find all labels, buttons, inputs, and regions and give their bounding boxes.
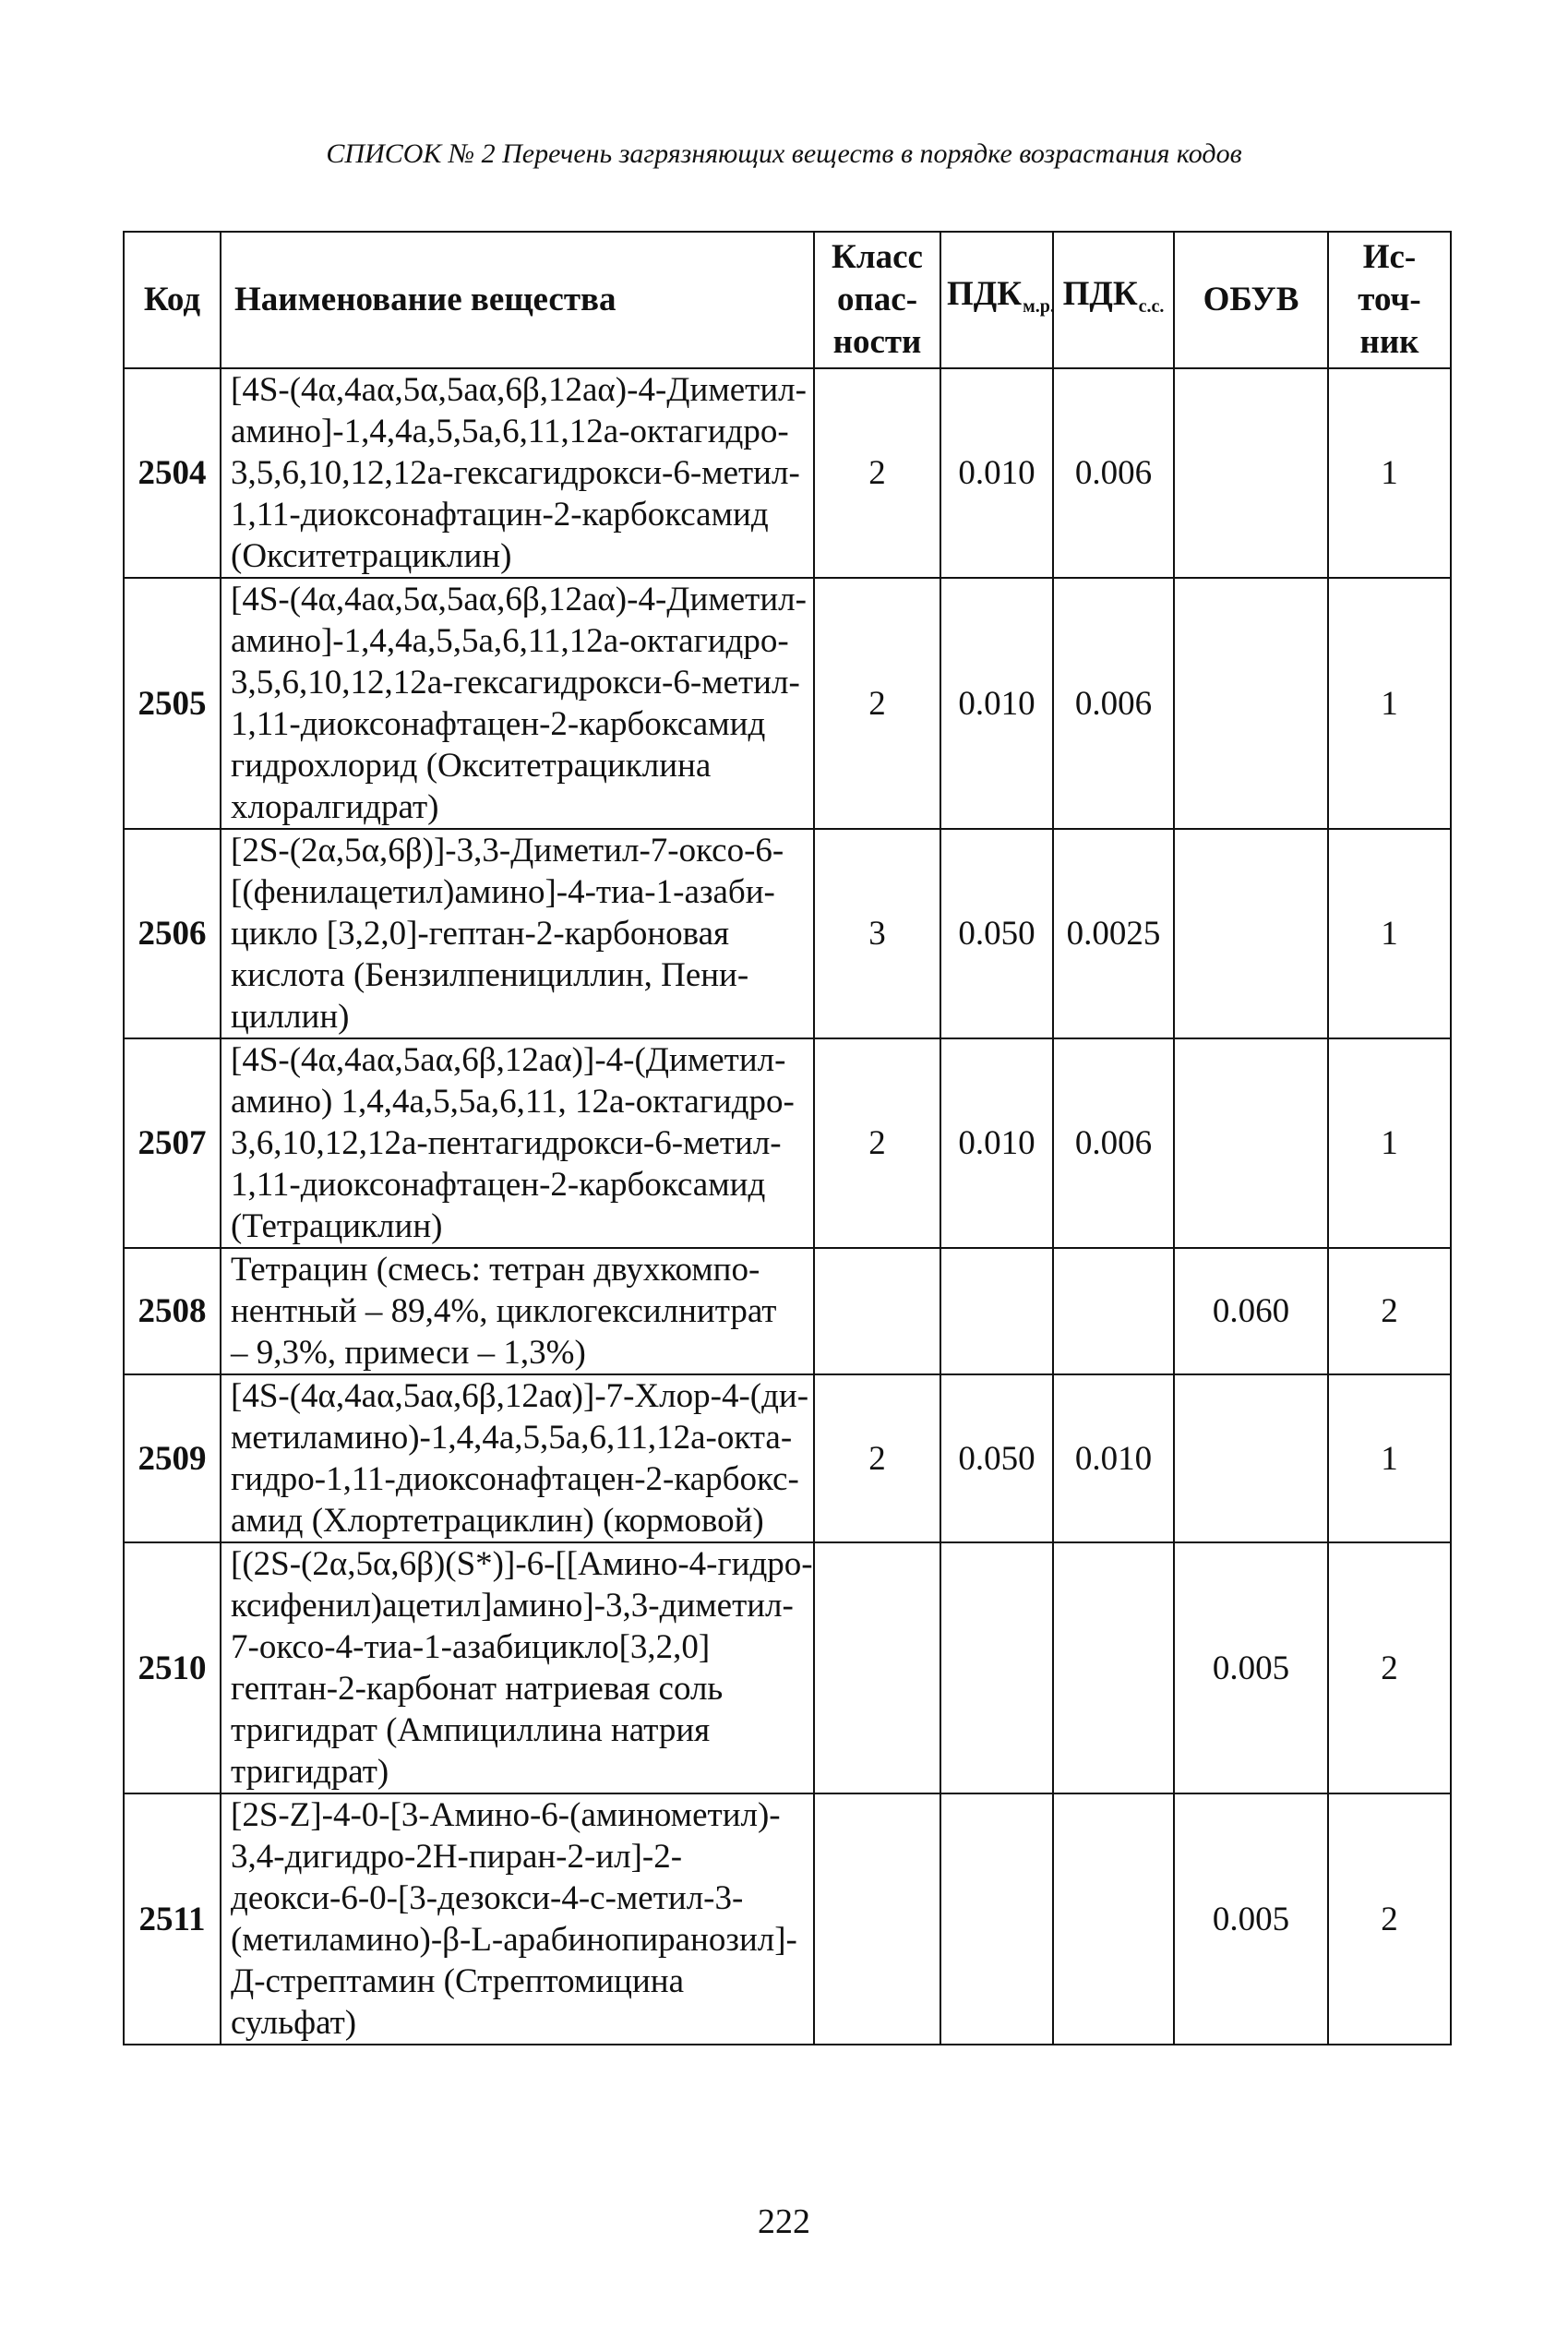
cell-pdk-ss	[1053, 1542, 1174, 1793]
name-line: гидрохлорид (Окситетрациклина	[231, 747, 712, 785]
cell-source: 1	[1328, 368, 1451, 578]
name-line: циллин)	[231, 998, 350, 1036]
name-line: [2S-(2α,5α,6β)]-3,3-Диметил-7-оксо-6-	[231, 832, 784, 870]
name-line: метиламино)-1,4,4a,5,5a,6,11,12a-окта-	[231, 1419, 793, 1457]
cell-obuv: 0.005	[1174, 1793, 1328, 2045]
cell-obuv	[1174, 1038, 1328, 1248]
name-line: (Окситетрациклин)	[231, 537, 512, 575]
cell-name	[221, 1374, 814, 1542]
name-line: Д-стрептамин (Стрептомицина	[231, 1962, 685, 2000]
cell-hazard-class: 3	[814, 829, 940, 1038]
name-line: ксифенил)ацетил]амино]-3,3-диметил-	[231, 1587, 794, 1625]
name-line: Тетрацин (смесь: тетран двухкомпо-	[231, 1251, 760, 1289]
name-line: [4S-(4α,4aα,5aα,6β,12aα)]-4-(Диметил-	[231, 1041, 786, 1079]
page-number: 222	[758, 2202, 810, 2241]
cell-pdk-mr: 0.010	[940, 578, 1053, 829]
name-line: 1,11-диоксонафтацин-2-карбоксамид	[231, 496, 769, 534]
cell-obuv	[1174, 829, 1328, 1038]
name-line: амид (Хлортетрациклин) (кормовой)	[231, 1502, 764, 1540]
cell-pdk-mr: 0.050	[940, 829, 1053, 1038]
cell-code: 2509	[124, 1374, 221, 1542]
name-line: 1,11-диоксонафтацен-2-карбоксамид	[231, 705, 766, 743]
cell-obuv: 0.005	[1174, 1542, 1328, 1793]
cell-pdk-mr	[940, 1793, 1053, 2045]
cell-code: 2506	[124, 829, 221, 1038]
cell-hazard-class: 2	[814, 368, 940, 578]
list-title: Перечень загрязняющих веществ в порядке возрастания кодов	[502, 138, 1242, 169]
cell-name	[221, 1542, 814, 1793]
name-line: 3,4-дигидро-2Н-пиран-2-ил]-2-	[231, 1838, 683, 1876]
name-line: (Тетрациклин)	[231, 1207, 443, 1245]
cell-obuv	[1174, 1374, 1328, 1542]
name-line: тригидрат (Ампициллина натрия	[231, 1711, 711, 1749]
col-header-pdk-mr: $ПДК_{м.р.}$	[940, 232, 1053, 368]
name-line: сульфат)	[231, 2004, 357, 2042]
cell-pdk-ss: 0.0025	[1053, 829, 1174, 1038]
name-line: 3,5,6,10,12,12a-гексагидрокси-6-метил-	[231, 454, 800, 492]
cell-name	[221, 829, 814, 1038]
table-row	[124, 368, 1451, 578]
name-line: [(2S-(2α,5α,6β)(S*)]-6-[[Амино-4-гидро-	[231, 1545, 813, 1583]
cell-hazard-class	[814, 1248, 940, 1374]
name-line: гидро-1,11-диоксонафтацен-2-карбокс-	[231, 1460, 799, 1498]
substances-table	[123, 231, 1452, 2045]
name-line: кислота (Бензилпенициллин, Пени-	[231, 956, 749, 994]
cell-source: 1	[1328, 578, 1451, 829]
cell-name	[221, 1793, 814, 2045]
table-row	[124, 1793, 1451, 2045]
cell-code: 2511	[124, 1793, 221, 2045]
cell-code: 2505	[124, 578, 221, 829]
name-line: – 9,3%, примеси – 1,3%)	[231, 1334, 586, 1372]
cell-hazard-class: 2	[814, 1374, 940, 1542]
cell-source: 1	[1328, 1038, 1451, 1248]
table-row	[124, 1542, 1451, 1793]
name-line: амино]-1,4,4a,5,5a,6,11,12a-октагидро-	[231, 413, 789, 450]
cell-source: 1	[1328, 829, 1451, 1038]
cell-pdk-mr	[940, 1542, 1053, 1793]
cell-hazard-class	[814, 1542, 940, 1793]
name-line: [4S-(4α,4aα,5α,5aα,6β,12aα)-4-Диметил-	[231, 371, 807, 409]
table-row	[124, 1038, 1451, 1248]
name-line: нентный – 89,4%, циклогексилнитрат	[231, 1292, 777, 1330]
cell-name	[221, 1248, 814, 1374]
cell-obuv	[1174, 368, 1328, 578]
cell-pdk-ss: 0.006	[1053, 1038, 1174, 1248]
cell-pdk-mr: 0.010	[940, 1038, 1053, 1248]
name-line: 7-оксо-4-тиа-1-азабицикло[3,2,0]	[231, 1628, 711, 1666]
cell-pdk-ss	[1053, 1793, 1174, 2045]
name-line: хлоралгидрат)	[231, 788, 439, 826]
table-header-row	[124, 232, 1451, 368]
name-line: (метиламино)-β-L-арабинопиранозил]-	[231, 1921, 797, 1959]
name-line: 3,5,6,10,12,12a-гексагидрокси-6-метил-	[231, 664, 800, 702]
cell-obuv	[1174, 578, 1328, 829]
cell-pdk-ss: 0.010	[1053, 1374, 1174, 1542]
name-line: [(фенилацетил)амино]-4-тиа-1-азаби-	[231, 873, 775, 911]
cell-source: 1	[1328, 1374, 1451, 1542]
cell-pdk-ss: 0.006	[1053, 578, 1174, 829]
cell-pdk-ss: 0.006	[1053, 368, 1174, 578]
cell-name	[221, 578, 814, 829]
table-row	[124, 829, 1451, 1038]
col-header-pdk-ss: $ПДК_{с.с.}$	[1053, 232, 1174, 368]
col-header-source: Ис- точ- ник	[1328, 232, 1451, 368]
table-body	[124, 368, 1451, 2045]
name-line: амино) 1,4,4a,5,5a,6,11, 12a-октагидро-	[231, 1083, 795, 1121]
cell-code: 2508	[124, 1248, 221, 1374]
table-row	[124, 1374, 1451, 1542]
cell-hazard-class: 2	[814, 578, 940, 829]
cell-name	[221, 368, 814, 578]
page-header	[0, 138, 1568, 170]
name-line: [4S-(4α,4aα,5aα,6β,12aα)]-7-Хлор-4-(ди-	[231, 1377, 809, 1415]
cell-hazard-class	[814, 1793, 940, 2045]
cell-pdk-ss	[1053, 1248, 1174, 1374]
cell-code: 2504	[124, 368, 221, 578]
col-header-hazard-class: Класс опас- ности	[814, 232, 940, 368]
cell-source: 2	[1328, 1542, 1451, 1793]
cell-code: 2510	[124, 1542, 221, 1793]
name-line: цикло [3,2,0]-гептан-2-карбоновая	[231, 915, 730, 953]
cell-pdk-mr	[940, 1248, 1053, 1374]
col-header-code: Код	[124, 232, 221, 368]
cell-hazard-class: 2	[814, 1038, 940, 1248]
name-line: амино]-1,4,4a,5,5a,6,11,12a-октагидро-	[231, 622, 789, 660]
name-line: 3,6,10,12,12a-пентагидрокси-6-метил-	[231, 1124, 782, 1162]
col-header-obuv: ОБУВ	[1174, 232, 1328, 368]
cell-source: 2	[1328, 1793, 1451, 2045]
cell-obuv: 0.060	[1174, 1248, 1328, 1374]
table-row	[124, 578, 1451, 829]
cell-source: 2	[1328, 1248, 1451, 1374]
name-line: [2S-Z]-4-0-[3-Амино-6-(аминометил)-	[231, 1796, 781, 1834]
cell-pdk-mr: 0.050	[940, 1374, 1053, 1542]
col-header-name: Наименование вещества	[221, 232, 814, 368]
list-number: СПИСОК № 2	[326, 138, 496, 169]
name-line: 1,11-диоксонафтацен-2-карбоксамид	[231, 1166, 766, 1204]
cell-pdk-mr: 0.010	[940, 368, 1053, 578]
table-row	[124, 1248, 1451, 1374]
name-line: тригидрат)	[231, 1753, 389, 1791]
name-line: гептан-2-карбонат натриевая соль	[231, 1670, 724, 1708]
name-line: [4S-(4α,4aα,5α,5aα,6β,12aα)-4-Диметил-	[231, 581, 807, 618]
cell-name	[221, 1038, 814, 1248]
cell-code: 2507	[124, 1038, 221, 1248]
name-line: деокси-6-0-[3-дезокси-4-с-метил-3-	[231, 1879, 744, 1917]
